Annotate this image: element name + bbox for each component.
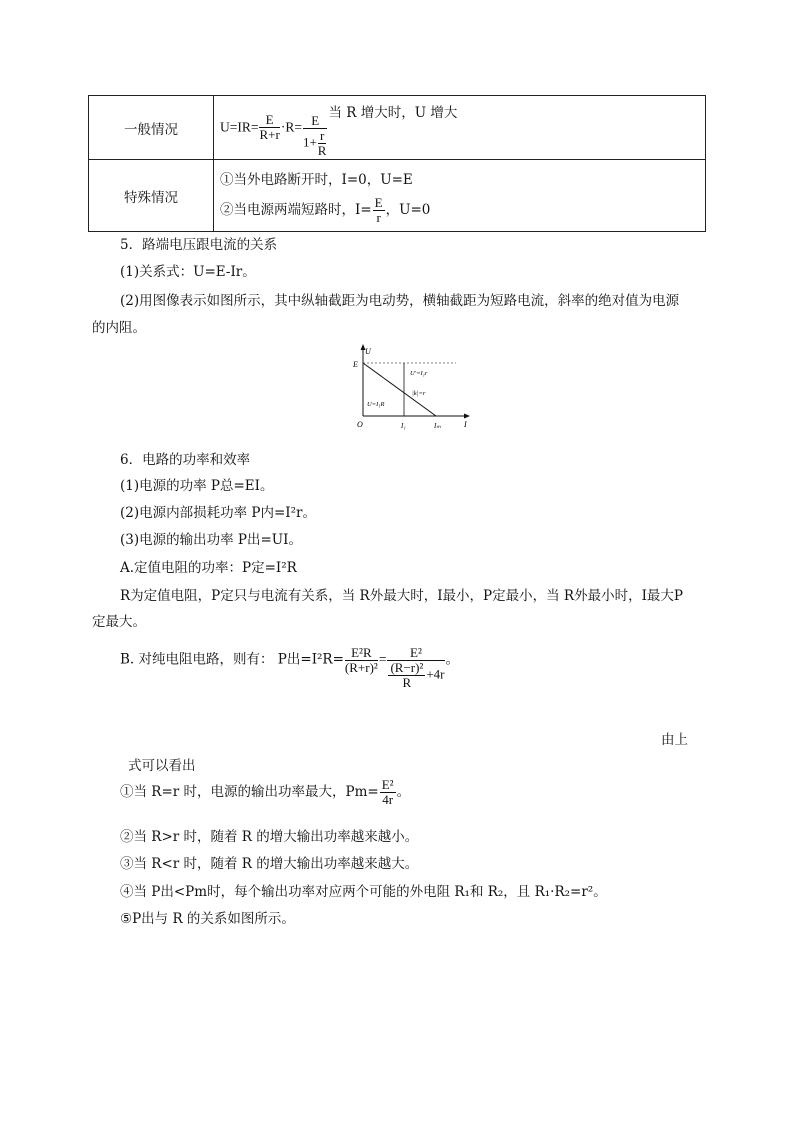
u-prime-label: U′=I₁r [410,370,428,377]
output-power: (3)电源的输出功率 P出=UI。 [120,532,303,548]
from-above-b: 式可以看出 [128,758,196,774]
frac-num: E²R [345,646,378,661]
nested-fraction [388,661,425,690]
frac-num: E² [387,646,444,661]
frac-num: E [374,195,383,210]
e-label: E [353,360,358,369]
table-row [89,160,706,232]
formula-tail: 当 R 增大时，U 增大 [328,105,458,121]
from-above-a: 由上 [661,732,688,748]
special-cases [214,160,706,232]
frac-num: (R−r)² [390,660,424,675]
u-axis-label: U [365,347,371,356]
frac-den: R [402,675,412,690]
den-prefix: 1+ [302,133,317,149]
special-line-2-post: ，U=0 [385,202,431,218]
i1-label: I₁ [401,422,406,430]
frac-num: r [318,129,327,144]
internal-power: (2)电源内部损耗功率 P内=I²r。 [120,505,317,521]
general-formula [214,96,706,160]
special-line-2 [220,196,705,225]
fraction [303,114,328,158]
im-label: Iₘ [434,422,441,430]
period: 。 [396,784,411,800]
u-i-graph [346,342,476,432]
conclusion-1-pre: ①当 R=r 时，电源的输出功率最大，Pm= [120,784,379,800]
row-label-special: 特殊情况 [89,160,214,232]
frac-num: E² [381,777,394,792]
conclusion-3: ③当 R<r 时，随着 R 的增大输出功率越来越大。 [120,856,419,872]
origin-label: O [357,420,363,429]
nested-fraction [318,129,327,158]
i-axis-label: I [464,420,467,429]
sec5-graph-desc: (2)用图像表示如图所示，其中纵轴截距为电动势，横轴截距为短路电流，斜率的绝对值为电源 [120,293,680,309]
frac-den [303,129,328,158]
i-axis-arrow [464,414,470,419]
special-line-2-pre: ②当电源两端短路时，I= [220,202,372,218]
table-row [89,96,706,160]
total-power: (1)电源的功率 P总=EI。 [120,478,274,494]
frac-num: E [303,114,328,129]
conclusion-2: ②当 R>r 时，随着 R 的增大输出功率越来越小。 [120,829,419,845]
fraction [380,778,396,807]
frac-den: (R+r)² [344,659,378,675]
conclusion-1 [120,778,410,807]
equals: = [378,651,387,667]
den-tail: +4r [426,666,445,682]
row-label-general: 一般情况 [89,96,214,160]
sec5-graph-desc-cont: 的内阻。 [92,320,146,336]
fixed-resistor-note: R为定值电阻，P定只与电流有关系，当 R外最大时，I最小，P定最小，当 R外最小时，I最大P [120,588,683,604]
conclusion-5: ⑤P出与 R 的关系如图所示。 [120,911,295,927]
fraction [387,646,444,690]
frac-den: R+r [259,127,280,142]
frac-den: R [317,142,327,158]
special-line-1: ①当外电路断开时，I=0，U=E [220,172,413,188]
fraction [373,196,385,225]
formula-mid: ·R= [280,119,302,134]
fixed-resistor-note-cont: 定最大。 [92,614,146,630]
sec5-relation: (1)关系式：U=E-Ir。 [120,264,256,280]
frac-num: E [259,113,279,128]
u-eq-label: U=I₁R [367,401,385,408]
section-5-heading: 5．路端电压跟电流的关系 [120,237,278,253]
period: 。 [445,651,459,668]
frac-den [387,661,444,690]
fixed-resistor-power: A.定值电阻的功率：P定=I²R [120,560,297,576]
slope-label: |k|=r [412,390,426,397]
fraction [259,113,279,142]
conclusion-4: ④当 P出<Pm时，每个输出功率对应两个可能的外电阻 R₁和 R₂，且 R₁·R₂=r²。 [120,884,607,900]
pure-resistor-formula [120,638,459,690]
frac-den: 4r [382,792,394,807]
section-6-heading: 6．电路的功率和效率 [120,452,251,468]
frac-den: r [376,210,381,225]
pure-resistor-pre: B. 对纯电阻电路，则有： P出=I²R= [120,651,344,668]
formula-lhs: U=IR= [220,119,259,134]
fraction [345,646,378,675]
info-table [88,95,706,232]
